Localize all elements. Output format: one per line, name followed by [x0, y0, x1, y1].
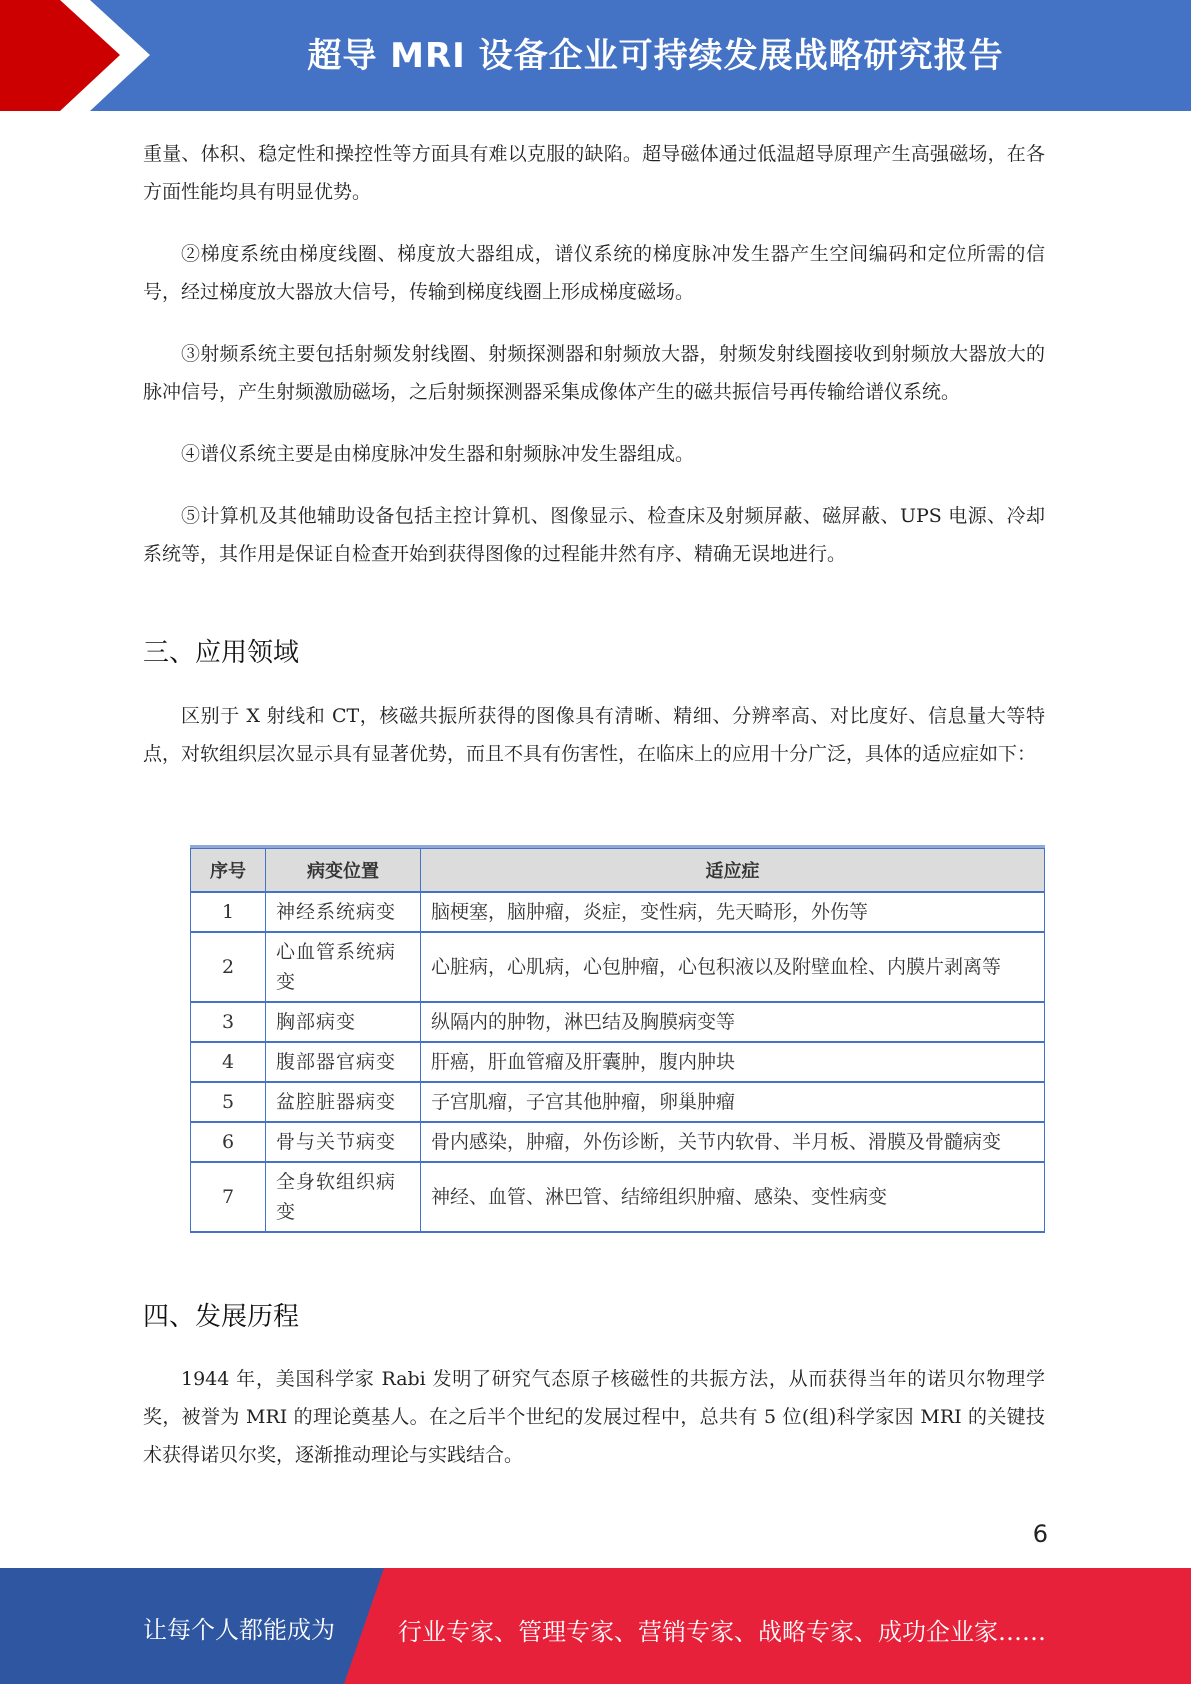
section3-intro — [143, 697, 1045, 773]
row-number: 7 — [191, 1162, 266, 1232]
paragraph: ③射频系统主要包括射频发射线圈、射频探测器和射频放大器，射频发射线圈接收到射频放大器放大的脉冲信号，产生射频激励磁场，之后射频探测器采集成像体产生的磁共振信号再传输给谱仪系统。 — [143, 343, 1045, 403]
paragraph: ⑤计算机及其他辅助设备包括主控计算机、图像显示、检查床及射频屏蔽、磁屏蔽、UPS 电源、冷却系统等，其作用是保证自检查开始到获得图像的过程能井然有序、精确无误地进行。 — [143, 505, 1045, 565]
lesion-site: 盆腔脏器病变 — [266, 1082, 421, 1122]
body-text-top — [143, 135, 1045, 573]
lesion-site: 全身软组织病变 — [266, 1162, 421, 1232]
lesion-site: 神经系统病变 — [266, 892, 421, 932]
table-row — [191, 1002, 1045, 1042]
table-row — [191, 892, 1045, 932]
table-row — [191, 1122, 1045, 1162]
table-row — [191, 1162, 1045, 1232]
paragraph: ②梯度系统由梯度线圈、梯度放大器组成，谱仪系统的梯度脉冲发生器产生空间编码和定位所需的信号，经过梯度放大器放大信号，传输到梯度线圈上形成梯度磁场。 — [143, 243, 1045, 303]
header-banner — [0, 0, 1191, 111]
table-row — [191, 932, 1045, 1002]
page-number: 6 — [1032, 1520, 1048, 1548]
row-number: 6 — [191, 1122, 266, 1162]
lesion-site: 腹部器官病变 — [266, 1042, 421, 1082]
column-header: 病变位置 — [266, 849, 421, 893]
footer-banner — [0, 1568, 1191, 1684]
column-header: 适应症 — [421, 849, 1045, 893]
row-number: 2 — [191, 932, 266, 1002]
table-header-row — [191, 849, 1045, 893]
row-number: 5 — [191, 1082, 266, 1122]
row-number: 3 — [191, 1002, 266, 1042]
paragraph: 重量、体积、稳定性和操控性等方面具有难以克服的缺陷。超导磁体通过低温超导原理产生高强磁场，在各方面性能均具有明显优势。 — [143, 143, 1045, 203]
paragraph: 区别于 X 射线和 CT，核磁共振所获得的图像具有清晰、精细、分辨率高、对比度好、信息量大等特点，对软组织层次显示具有显著优势，而且不具有伤害性，在临床上的应用十分广泛，具体的适应症如下： — [143, 705, 1045, 765]
lesion-site: 骨与关节病变 — [266, 1122, 421, 1162]
indications-cell: 神经、血管、淋巴管、结缔组织肿瘤、感染、变性病变 — [421, 1162, 1045, 1232]
indications-cell: 心脏病，心肌病，心包肿瘤，心包积液以及附壁血栓、内膜片剥离等 — [421, 932, 1045, 1002]
column-header: 序号 — [191, 849, 266, 893]
section4-body — [143, 1360, 1045, 1474]
lesion-site: 心血管系统病变 — [266, 932, 421, 1002]
footer-slogan-left: 让每个人都能成为 — [143, 1616, 335, 1644]
indications-cell: 子宫肌瘤，子宫其他肿瘤，卵巢肿瘤 — [421, 1082, 1045, 1122]
row-number: 1 — [191, 892, 266, 932]
lesion-site: 胸部病变 — [266, 1002, 421, 1042]
section-heading: 四、发展历程 — [143, 1302, 300, 1332]
indications-cell: 脑梗塞，脑肿瘤，炎症，变性病，先天畸形，外伤等 — [421, 892, 1045, 932]
paragraph: ④谱仪系统主要是由梯度脉冲发生器和射频脉冲发生器组成。 — [181, 443, 695, 465]
table-row — [191, 1042, 1045, 1082]
indications-cell: 纵隔内的肿物，淋巴结及胸膜病变等 — [421, 1002, 1045, 1042]
section-heading: 三、应用领域 — [143, 638, 300, 668]
indications-table — [190, 848, 1045, 1233]
row-number: 4 — [191, 1042, 266, 1082]
report-title: 超导 MRI 设备企业可持续发展战略研究报告 — [307, 36, 1004, 76]
indications-cell: 肝癌，肝血管瘤及肝囊肿，腹内肿块 — [421, 1042, 1045, 1082]
footer-slogan-right: 行业专家、管理专家、营销专家、战略专家、成功企业家…… — [398, 1618, 1046, 1646]
indications-cell: 骨内感染，肿瘤，外伤诊断，关节内软骨、半月板、滑膜及骨髓病变 — [421, 1122, 1045, 1162]
paragraph: 1944 年，美国科学家 Rabi 发明了研究气态原子核磁性的共振方法，从而获得当年的诺贝尔物理学奖，被誉为 MRI 的理论奠基人。在之后半个世纪的发展过程中，总共有 5 位(组)科学家因 MRI 的关键技术获得诺贝尔奖，逐渐推动理论与实践结合。 — [143, 1368, 1045, 1466]
table-row — [191, 1082, 1045, 1122]
